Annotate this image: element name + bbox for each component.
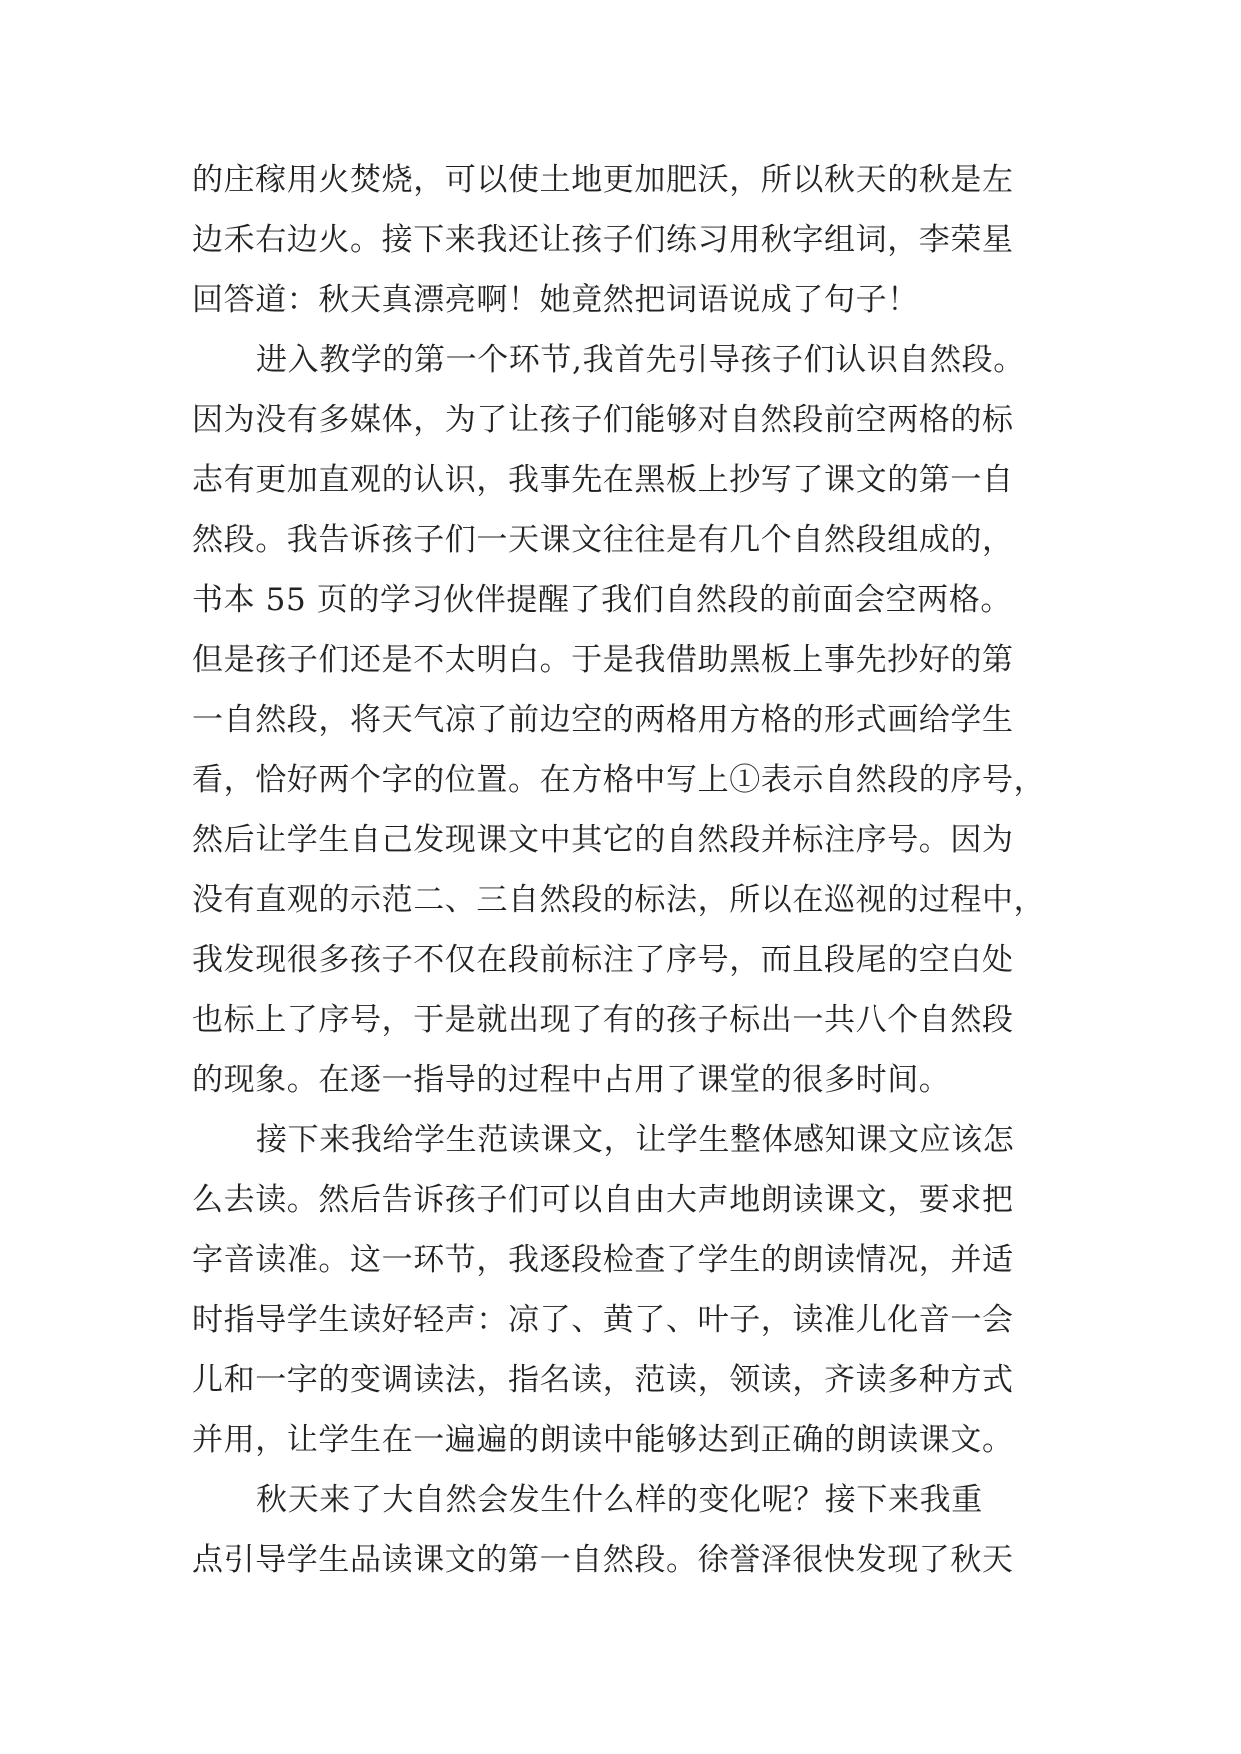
text-line: 并用，让学生在一遍遍的朗读中能够达到正确的朗读课文。 — [192, 1422, 1014, 1458]
text-line: 看，恰好两个字的位置。在方格中写上①表示自然段的序号， — [192, 762, 1046, 798]
text-line: 但是孩子们还是不太明白。于是我借助黑板上事先抄好的第 — [192, 642, 1014, 678]
text-line: 志有更加直观的认识，我事先在黑板上抄写了课文的第一自 — [192, 462, 1014, 498]
text-line: 时指导学生读好轻声：凉了、黄了、叶子，读准儿化音一会 — [192, 1302, 1014, 1338]
text-line: 么去读。然后告诉孩子们可以自由大声地朗读课文，要求把 — [192, 1182, 1014, 1218]
text-line: 边禾右边火。接下来我还让孩子们练习用秋字组词，李荣星 — [192, 222, 1014, 258]
text-line: 没有直观的示范二、三自然段的标法，所以在巡视的过程中， — [192, 882, 1046, 918]
text-line: 也标上了序号，于是就出现了有的孩子标出一共八个自然段 — [192, 1002, 1014, 1038]
body-text — [192, 150, 1072, 1590]
text-line: 的庄稼用火焚烧，可以使土地更加肥沃，所以秋天的秋是左 — [192, 162, 1014, 198]
paragraph-first-line: 接下来我给学生范读课文，让学生整体感知课文应该怎 — [256, 1122, 1015, 1158]
text-line: 然段。我告诉孩子们一天课文往往是有几个自然段组成的， — [192, 522, 1014, 558]
paragraph-first-line: 秋天来了大自然会发生什么样的变化呢？接下来我重 — [256, 1482, 983, 1518]
text-line: 的现象。在逐一指导的过程中占用了课堂的很多时间。 — [192, 1062, 951, 1098]
text-line: 点引导学生品读课文的第一自然段。徐誉泽很快发现了秋天 — [192, 1542, 1014, 1578]
text-line: 一自然段，将天气凉了前边空的两格用方格的形式画给学生 — [192, 702, 1014, 738]
text-line: 我发现很多孩子不仅在段前标注了序号，而且段尾的空白处 — [192, 942, 1014, 978]
text-line: 儿和一字的变调读法，指名读，范读，领读，齐读多种方式 — [192, 1362, 1014, 1398]
text-line: 然后让学生自己发现课文中其它的自然段并标注序号。因为 — [192, 822, 1014, 858]
text-line: 因为没有多媒体，为了让孩子们能够对自然段前空两格的标 — [192, 402, 1014, 438]
text-line: 回答道：秋天真漂亮啊！她竟然把词语说成了句子！ — [192, 282, 919, 318]
text-line: 字音读准。这一环节，我逐段检查了学生的朗读情况，并适 — [192, 1242, 1014, 1278]
paragraph-first-line: 进入教学的第一个环节,我首先引导孩子们认识自然段。 — [256, 342, 1025, 378]
text-line: 书本 55 页的学习伙伴提醒了我们自然段的前面会空两格。 — [192, 582, 1012, 618]
